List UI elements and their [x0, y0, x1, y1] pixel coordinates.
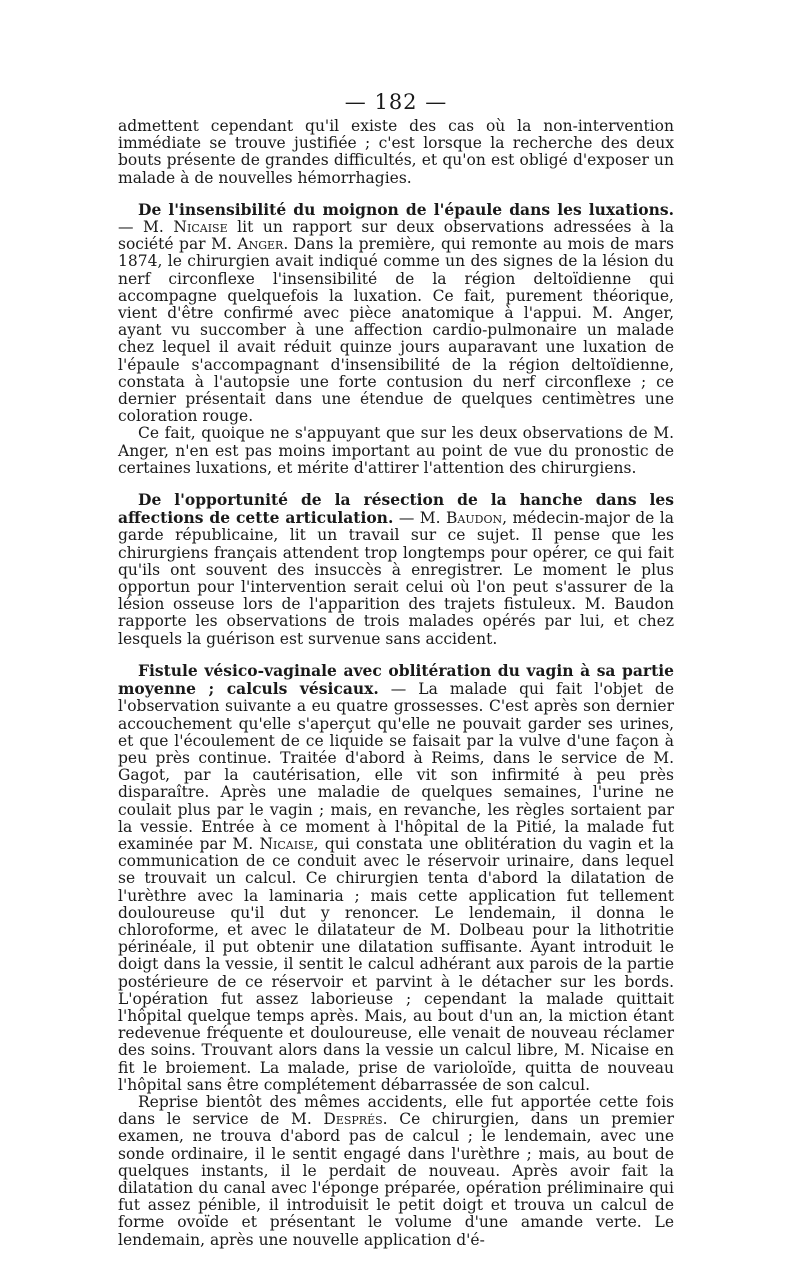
section-resection-hanche: [118, 491, 674, 648]
author-name: Nicaise: [259, 834, 314, 853]
section-heading: Fistule vésico-vaginale avec oblitération du vagin à sa partie moyenne ; calculs vésicaux.: [118, 660, 674, 699]
section-paragraph: Reprise bientôt des mêmes accidents, elle fut apportée cette fois dans le service de M. Després. Ce chirurgien, dans un premier examen, ne trouva d'abord pas de calcul ; le lendemain, avec une sonde ordinaire, il le sentit engagé dans l'urèthre ; mais, au bout de quelques instants, il le perdait de nouveau. Après avoir fait la dilatation du canal avec l'éponge préparée, opération préliminaire qui fut assez pénible, il introduisit le petit doigt et trouva un calcul de forme ovoïde et présentant le volume d'une amande verte. Le lendemain, après une nouvelle application d'é-: [118, 1092, 674, 1249]
section-paragraph: Fistule vésico-vaginale avec oblitération du vagin à sa partie moyenne ; calculs vésicaux. — La malade qui fait l'objet de l'observation suivante a eu quatre grossesses. C'est après son dernier accouchement qu'elle s'aperçut qu'elle ne pouvait garder ses urines, et que l'écoulement de ce liquide se faisait par la vulve d'une façon à peu près continue. Traitée d'abord à Reims, dans le service de M. Gagot, par la cautérisation, elle vit son infirmité à peu près disparaître. Après une maladie de quelques semaines, l'urine ne coulait plus par le vagin ; mais, en revanche, les règles sortaient par la vessie. Entrée à ce moment à l'hôpital de la Pitié, la malade fut examinée par M. Nicaise, qui constata une oblitération du vagin et la communication de ce conduit avec le réservoir urinaire, dans lequel se trouvait un calcul. Ce chirurgien tenta d'abord la dilatation de l'urèthre avec la laminaria ; mais cette application fut tellement douloureuse qu'il dut y renoncer. Le lendemain, il donna le chloroforme, et avec le dilatateur de M. Dolbeau pour la lithotritie périnéale, il put obtenir une dilatation suffisante. Ayant introduit le doigt dans la vessie, il sentit le calcul adhérant aux parois de la partie postérieure de ce réservoir et parvint à le détacher sur les bords. L'opération fut assez laborieuse ; cependant la malade quittait l'hôpital quelque temps après. Mais, au bout d'un an, la miction étant redevenue fréquente et douloureuse, elle venait de nouveau réclamer des soins. Trouvant alors dans la vessie un calcul libre, M. Nicaise en fit le broiement. La malade, prise de varioloïde, quitta de nouveau l'hôpital sans être complétement débarrassée de son calcul.: [118, 660, 674, 1094]
section-insensibilite: [118, 201, 674, 477]
section-paragraph: De l'opportunité de la résection de la hanche dans les affections de cette articulation. — M. Baudon, médecin-major de la garde républicaine, lit un travail sur ce sujet. Il pense que les chirurgiens français attendent trop longtemps pour opérer, ce qui fait qu'ils ont souvent des insuccès à enregistrer. Le moment le plus opportun pour l'intervention serait celui où l'on peut s'assurer de la lésion osseuse lors de l'apparition des trajets fistuleux. M. Baudon rapporte les observations de trois malades opérés par lui, et chez lesquels la guérison est survenue sans accident.: [118, 490, 675, 648]
section-paragraph: De l'insensibilité du moignon de l'épaule dans les luxations. — M. Nicaise lit un rapport sur deux observations adressées à la société par M. Anger. Dans la première, qui remonte au mois de mars 1874, le chirurgien avait indiqué comme un des signes de la lésion du nerf circonflexe l'insensibilité de la région deltoïdienne qui accompagne quelquefois la luxation. Ce fait, purement théorique, vient d'être confirmé avec pièce anatomique à l'appui. M. Anger, ayant vu succomber à une affection cardio-pulmonaire un malade chez lequel il avait réduit quinze jours auparavant une luxation de l'épaule s'accompagnant d'insensibilité de la région deltoïdienne, constata à l'autopsie une forte contusion du nerf circonflexe ; ce dernier présentait dans une étendue de quelques centimètres une coloration rouge.: [118, 199, 675, 426]
section-heading: De l'opportunité de la résection de la hanche dans les affections de cette articulation.: [118, 490, 674, 528]
page-number: — 182 —: [344, 90, 448, 114]
section-fistule: [118, 662, 674, 1249]
author-name: Anger: [237, 235, 284, 254]
document-page: [118, 90, 674, 1249]
author-name: Després: [323, 1110, 383, 1129]
section-heading: De l'insensibilité du moignon de l'épaule dans les luxations.: [138, 199, 674, 219]
author-name: Baudon: [446, 509, 503, 528]
paragraph-continuation: [118, 118, 674, 187]
section-paragraph: Ce fait, quoique ne s'appuyant que sur les deux observations de M. Anger, n'en est pas moins important au point de vue du pronostic de certaines luxations, et mérite d'attirer l'attention des chirurgiens.: [118, 424, 674, 477]
author-name: Nicaise: [173, 218, 228, 237]
paragraph-text: admettent cependant qu'il existe des cas où la non-intervention immédiate se trouve justifiée ; c'est lorsque la recherche des deux bouts présente de grandes difficultés, et qu'on est obligé d'exposer un malade à de nouvelles hémorrhagies.: [118, 117, 674, 187]
